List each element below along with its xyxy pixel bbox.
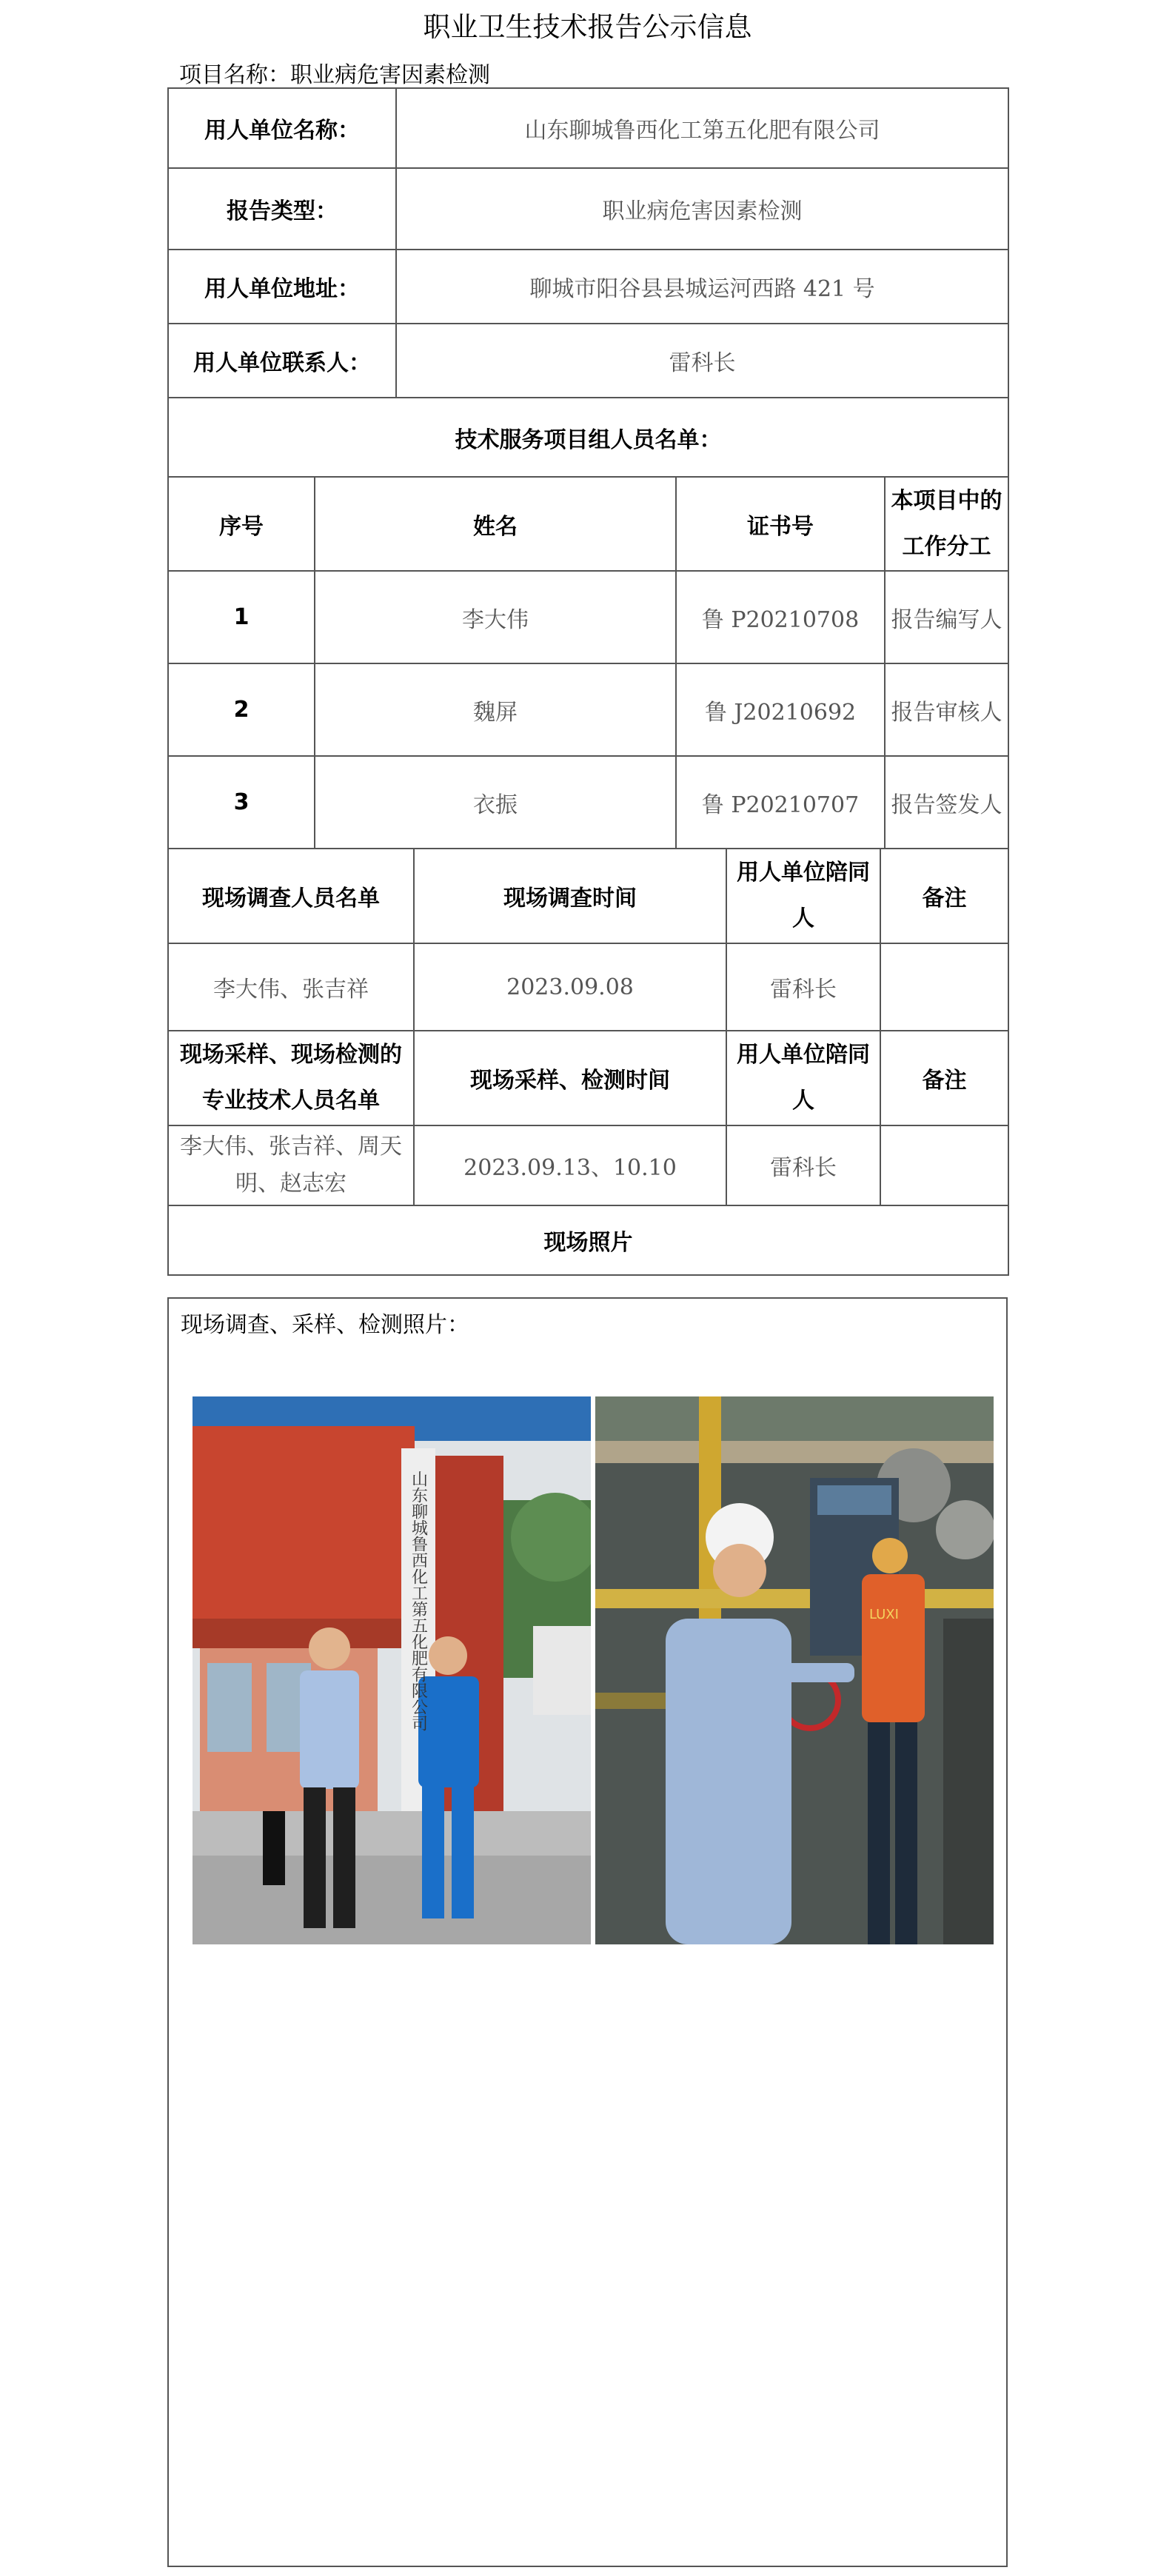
- sampling-staff: 李大伟、张吉祥、周天明、赵志宏: [168, 1125, 414, 1205]
- row-cert: 鲁 J20210692: [676, 663, 885, 756]
- row-role: 报告审核人: [885, 663, 1008, 756]
- site-photo-plant: [595, 1396, 994, 1944]
- photos-header: 现场照片: [168, 1205, 1008, 1275]
- value-employer: 山东聊城鲁西化工第五化肥有限公司: [396, 88, 1008, 168]
- survey-col-time: 现场调查时间: [414, 849, 726, 943]
- survey-staff: 李大伟、张吉祥: [168, 943, 414, 1031]
- row-role: 报告签发人: [885, 756, 1008, 849]
- sampling-col-remark: 备注: [880, 1031, 1008, 1125]
- row-cert: 鲁 P20210708: [676, 571, 885, 663]
- row-name: 魏屏: [315, 663, 676, 756]
- value-contact: 雷科长: [396, 324, 1008, 398]
- project-name: 项目名称：职业病危害因素检测: [179, 62, 490, 88]
- sampling-col-time: 现场采样、检测时间: [414, 1031, 726, 1125]
- col-name: 姓名: [315, 477, 676, 571]
- survey-table: [167, 848, 1009, 1276]
- value-report-type: 职业病危害因素检测: [396, 168, 1008, 250]
- row-no: 1: [168, 571, 315, 663]
- sampling-col-escort: 用人单位陪同人: [726, 1031, 880, 1125]
- label-address: 用人单位地址：: [168, 250, 396, 324]
- label-employer: 用人单位名称：: [168, 88, 396, 168]
- plant-photo-image: [595, 1396, 994, 1944]
- col-cert: 证书号: [676, 477, 885, 571]
- survey-col-staff: 现场调查人员名单: [168, 849, 414, 943]
- sampling-time: 2023.09.13、10.10: [414, 1125, 726, 1205]
- value-address: 聊城市阳谷县县城运河西路 421 号: [396, 250, 1008, 324]
- row-cert: 鲁 P20210707: [676, 756, 885, 849]
- survey-col-escort: 用人单位陪同人: [726, 849, 880, 943]
- sampling-escort: 雷科长: [726, 1125, 880, 1205]
- survey-col-remark: 备注: [880, 849, 1008, 943]
- col-no: 序号: [168, 477, 315, 571]
- row-no: 2: [168, 663, 315, 756]
- page-title: 职业卫生技术报告公示信息: [423, 11, 752, 43]
- row-role: 报告编写人: [885, 571, 1008, 663]
- info-table: [167, 87, 1009, 849]
- photo-section: [167, 1297, 1008, 2567]
- sign-text: 山东聊城鲁西化工第五化肥有限公司: [409, 1471, 428, 1731]
- survey-escort: 雷科长: [726, 943, 880, 1031]
- table-row: [168, 756, 1008, 849]
- sampling-remark: [880, 1125, 1008, 1205]
- label-contact: 用人单位联系人：: [168, 324, 396, 398]
- site-photo-gate: [193, 1396, 591, 1944]
- row-no: 3: [168, 756, 315, 849]
- col-role: 本项目中的工作分工: [885, 477, 1008, 571]
- vest-text: LUXI: [869, 1607, 899, 1622]
- gate-photo-image: [193, 1396, 591, 1944]
- label-report-type: 报告类型：: [168, 168, 396, 250]
- survey-time: 2023.09.08: [414, 943, 726, 1031]
- survey-remark: [880, 943, 1008, 1031]
- table-row: [168, 571, 1008, 663]
- row-name: 李大伟: [315, 571, 676, 663]
- photo-section-label: 现场调查、采样、检测照片：: [181, 1312, 469, 1338]
- row-name: 衣振: [315, 756, 676, 849]
- table-row: [168, 663, 1008, 756]
- team-header: 技术服务项目组人员名单：: [168, 398, 1008, 477]
- sampling-col-staff: 现场采样、现场检测的专业技术人员名单: [168, 1031, 414, 1125]
